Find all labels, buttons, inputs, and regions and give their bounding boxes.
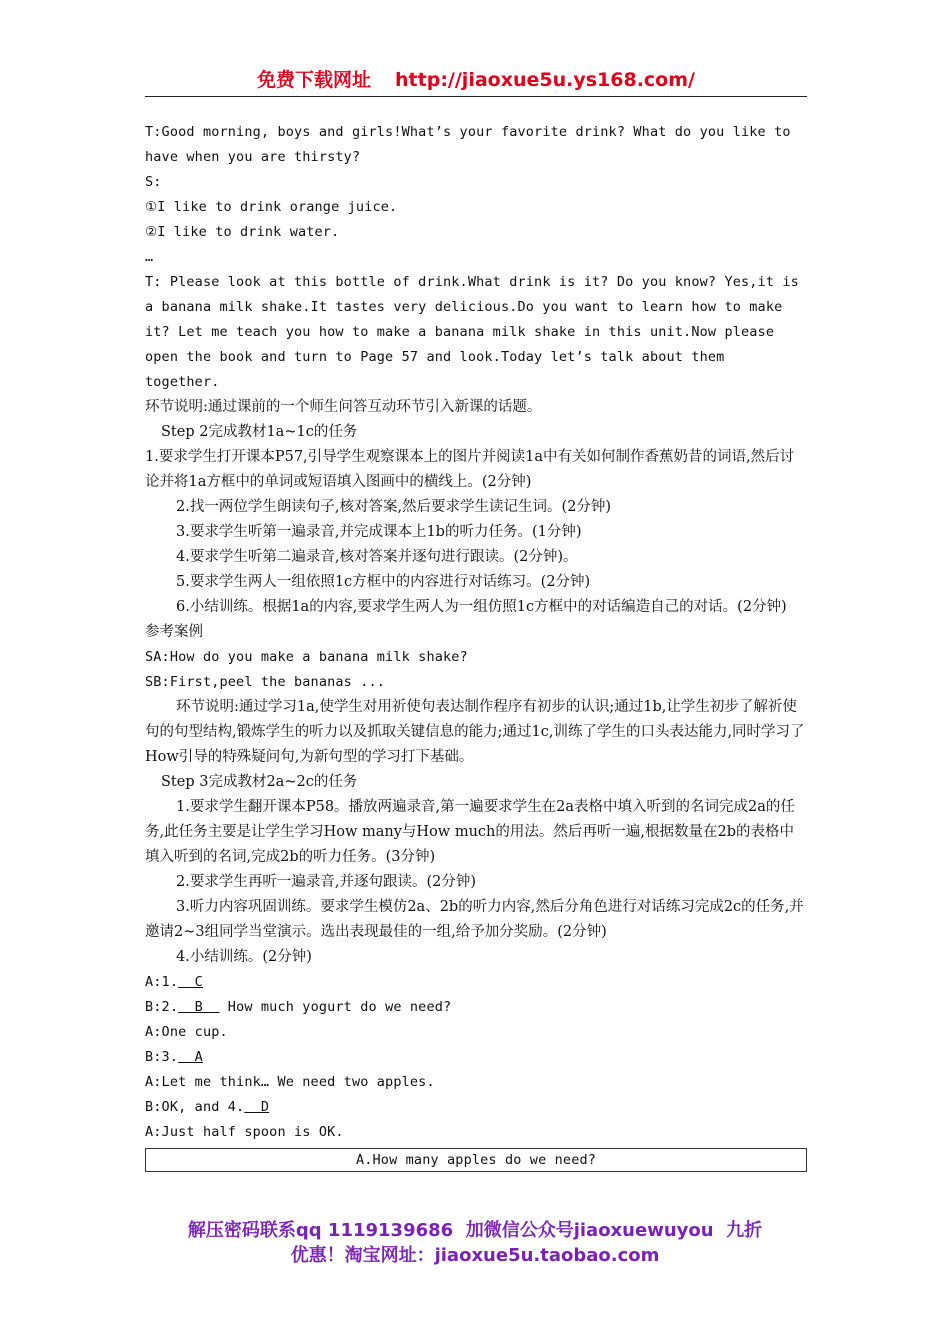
section-note-1: 环节说明:通过课前的一个师生问答互动环节引入新课的话题。 — [145, 399, 542, 415]
answer-blank: A — [178, 1049, 203, 1065]
answer-blank: B — [178, 999, 220, 1015]
dialog-prefix: B:2. — [145, 999, 179, 1015]
answer-blank: C — [178, 974, 203, 990]
dialog-line-b3 — [145, 1045, 807, 1070]
dialog-line-b2 — [145, 995, 807, 1020]
step-2-heading: Step 2完成教材1a~1c的任务 — [161, 424, 358, 440]
ellipsis: … — [145, 249, 154, 265]
step-3-item: 1.要求学生翻开课本P58。播放两遍录音,第一遍要求学生在2a表格中填入听到的名词完成2a的任务,此任务主要是让学生学习How many与How much的用法。然后再听一遍,根据数量在2b的表格中填入听到的名词,完成2b的听力任务。(3分钟) — [145, 799, 795, 865]
dialog-line-b4 — [145, 1095, 807, 1120]
document-body — [145, 120, 807, 1172]
dialog-prefix: B:OK, and 4. — [145, 1099, 245, 1115]
teacher-greeting-line-1: T:Good morning, boys and girls!What’s your favorite drink? What do you like to — [145, 124, 791, 140]
dialog-text: How much yogurt do we need? — [219, 999, 452, 1015]
answer-blank: D — [244, 1099, 270, 1115]
header-banner — [145, 66, 807, 97]
teacher-intro-line-2: a banana milk shake.It tastes very delicious.Do you want to learn how to make — [145, 299, 783, 315]
student-answer-1: ①I like to drink orange juice. — [145, 199, 398, 215]
step-2-item: 6.小结训练。根据1a的内容,要求学生两人为一组仿照1c方框中的对话编造自己的对话。(2分钟) — [176, 599, 787, 615]
dialog-line-a1 — [145, 970, 807, 995]
step-2-item: 2.找一两位学生朗读句子,核对答案,然后要求学生读记生词。(2分钟) — [176, 499, 612, 515]
teacher-intro-line-3: it? Let me teach you how to make a banana milk shake in this unit.Now please — [145, 324, 775, 340]
teacher-intro-line-5: together. — [145, 374, 220, 390]
sample-dialog-sb: SB:First,peel the bananas ... — [145, 674, 386, 690]
student-answer-2: ②I like to drink water. — [145, 224, 340, 240]
dialog-line-think: A:Let me think… We need two apples. — [145, 1074, 435, 1090]
step-3-item: 3.听力内容巩固训练。要求学生模仿2a、2b的听力内容,然后分角色进行对话练习完成2c的任务,并邀请2~3组同学当堂演示。选出表现最佳的一组,给予加分奖励。(2分钟) — [145, 899, 804, 940]
step-2-item: 3.要求学生听第一遍录音,并完成课本上1b的听力任务。(1分钟) — [176, 524, 582, 540]
step-3-item: 4.小结训练。(2分钟) — [176, 949, 312, 965]
step-3-item: 2.要求学生再听一遍录音,并逐句跟读。(2分钟) — [176, 874, 476, 890]
dialog-line-one-cup: A:One cup. — [145, 1024, 228, 1040]
section-note-2: 环节说明:通过学习1a,使学生对用祈使句表达制作程序有初步的认识;通过1b,让学生初步了解祈使句的句型结构,锻炼学生的听力以及抓取关键信息的能力;通过1c,训练了学生的口头表达能力,同时学习了How引导的特殊疑问句,为新句型的学习打下基础。 — [145, 699, 805, 765]
step-3-heading: Step 3完成教材2a~2c的任务 — [161, 774, 358, 790]
teacher-intro-line-1: T: Please look at this bottle of drink.What drink is it? Do you know? Yes,it is — [145, 274, 799, 290]
footer-line-1: 解压密码联系qq 1119139686 加微信公众号jiaoxuewuyou 九折 — [187, 1220, 763, 1241]
header-label: 免费下载网址 — [257, 69, 372, 91]
sample-dialog-sa: SA:How do you make a banana milk shake? — [145, 649, 468, 665]
teacher-intro-line-4: open the book and turn to Page 57 and look.Today let’s talk about them — [145, 349, 725, 365]
step-2-item: 1.要求学生打开课本P57,引导学生观察课本上的图片并阅读1a中有关如何制作香蕉奶昔的词语,然后讨论并将1a方框中的单词或短语填入图画中的横线上。(2分钟) — [145, 449, 795, 490]
student-label: S: — [145, 174, 162, 190]
header-url-link[interactable]: http://jiaoxue5u.ys168.com/ — [395, 69, 695, 91]
step-2-item: 4.要求学生听第二遍录音,核对答案并逐句进行跟读。(2分钟)。 — [176, 549, 578, 565]
step-2-item: 5.要求学生两人一组依照1c方框中的内容进行对话练习。(2分钟) — [176, 574, 591, 590]
dialog-prefix: A:1. — [145, 974, 179, 990]
option-box: A.How many apples do we need? — [145, 1148, 807, 1172]
dialog-line-half: A:Just half spoon is OK. — [145, 1124, 344, 1140]
footer-banner — [0, 1218, 950, 1268]
dialog-prefix: B:3. — [145, 1049, 179, 1065]
teacher-greeting-line-2: have when you are thirsty? — [145, 149, 361, 165]
reference-case-heading: 参考案例 — [145, 624, 203, 640]
footer-line-2: 优惠！淘宝网址：jiaoxue5u.taobao.com — [290, 1245, 660, 1266]
